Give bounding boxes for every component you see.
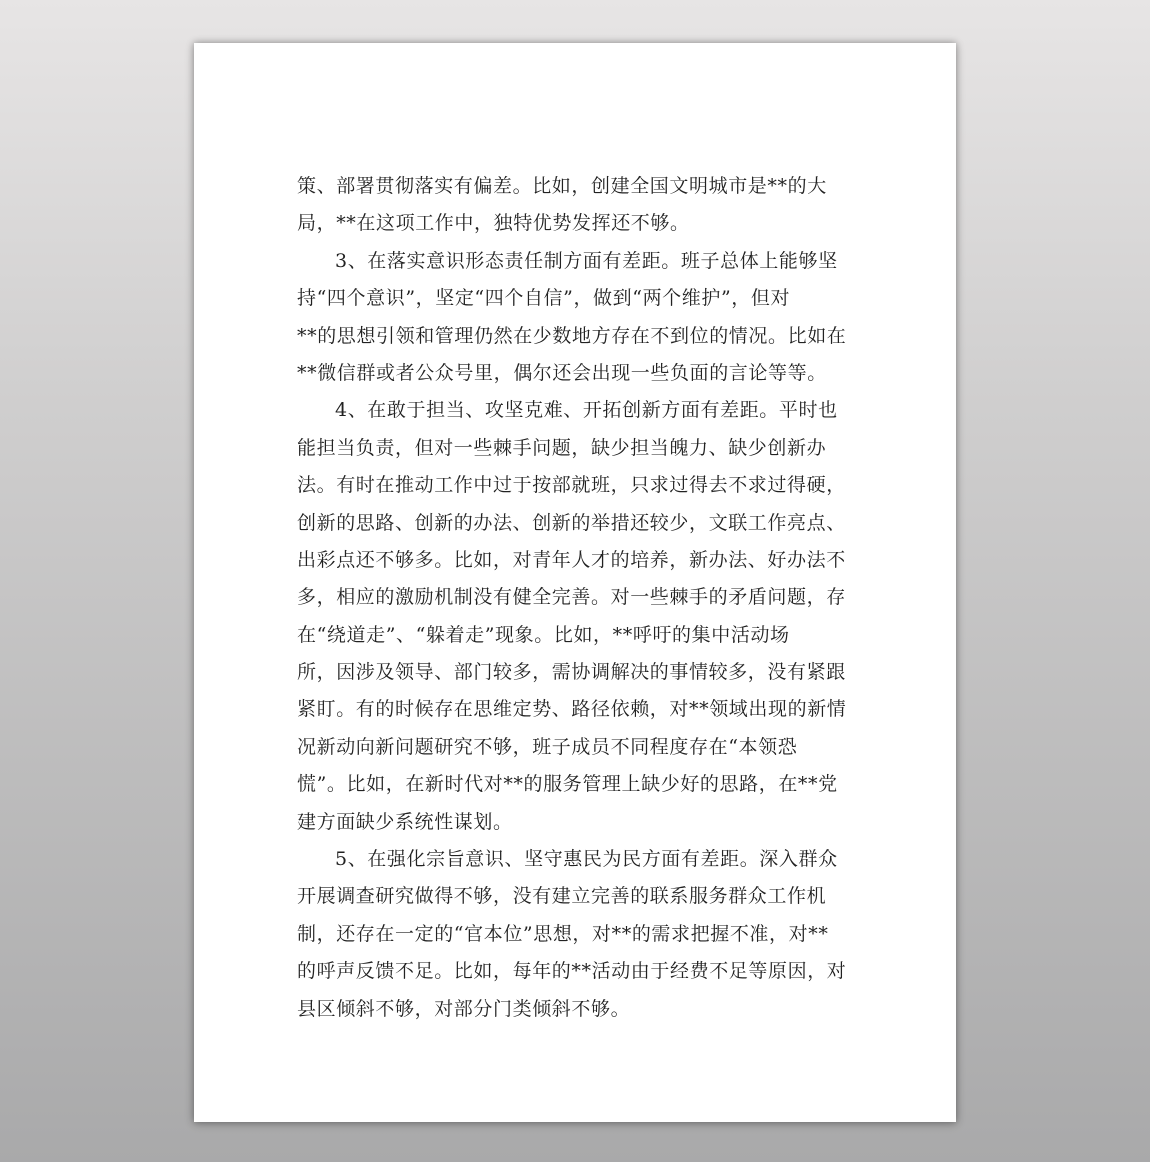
- text-line: 创新的思路、创新的办法、创新的举措还较少，文联工作亮点、: [297, 511, 846, 534]
- text-line: 况新动向新问题研究不够，班子成员不同程度存在“本领恐: [297, 735, 798, 758]
- text-line: 法。有时在推动工作中过于按部就班，只求过得去不求过得硬，: [297, 474, 846, 497]
- text-line: 制，还存在一定的“官本位”思想，对**的需求把握不准，对**: [297, 922, 829, 945]
- text-line: 的呼声反馈不足。比如，每年的**活动由于经费不足等原因，对: [297, 960, 847, 983]
- text-line: **微信群或者公众号里，偶尔还会出现一些负面的言论等等。: [297, 361, 827, 384]
- text-line: **的思想引领和管理仍然在少数地方存在不到位的情况。比如在: [297, 324, 847, 347]
- text-line: 开展调查研究做得不够，没有建立完善的联系服务群众工作机: [297, 885, 827, 908]
- text-line: 紧盯。有的时候存在思维定势、路径依赖，对**领域出现的新情: [297, 698, 847, 721]
- text-line: 能担当负责，但对一些棘手问题，缺少担当魄力、缺少创新办: [297, 436, 827, 459]
- document-page: [194, 43, 956, 1122]
- text-line: 3、在落实意识形态责任制方面有差距。班子总体上能够坚: [335, 249, 838, 272]
- text-line: 出彩点还不够多。比如，对青年人才的培养，新办法、好办法不: [297, 548, 846, 571]
- text-line: 建方面缺少系统性谋划。: [297, 810, 513, 833]
- text-line: 局，**在这项工作中，独特优势发挥还不够。: [297, 212, 690, 235]
- text-line: 在“绕道走”、“躲着走”现象。比如，**呼吁的集中活动场: [297, 623, 790, 646]
- text-line: 策、部署贯彻落实有偏差。比如，创建全国文明城市是**的大: [297, 175, 827, 197]
- text-line: 慌”。比如，在新时代对**的服务管理上缺少好的思路，在**党: [297, 773, 838, 796]
- text-line: 多，相应的激励机制没有健全完善。对一些棘手的矛盾问题，存: [297, 586, 846, 609]
- text-line: 所，因涉及领导、部门较多，需协调解决的事情较多，没有紧跟: [297, 661, 846, 684]
- text-line: 持“四个意识”，坚定“四个自信”，做到“两个维护”，但对: [297, 287, 791, 310]
- document-body: [297, 168, 887, 1028]
- text-line: 县区倾斜不够，对部分门类倾斜不够。: [297, 997, 631, 1020]
- text-line: 4、在敢于担当、攻坚克难、开拓创新方面有差距。平时也: [335, 399, 838, 422]
- text-line: 5、在强化宗旨意识、坚守惠民为民方面有差距。深入群众: [335, 848, 838, 871]
